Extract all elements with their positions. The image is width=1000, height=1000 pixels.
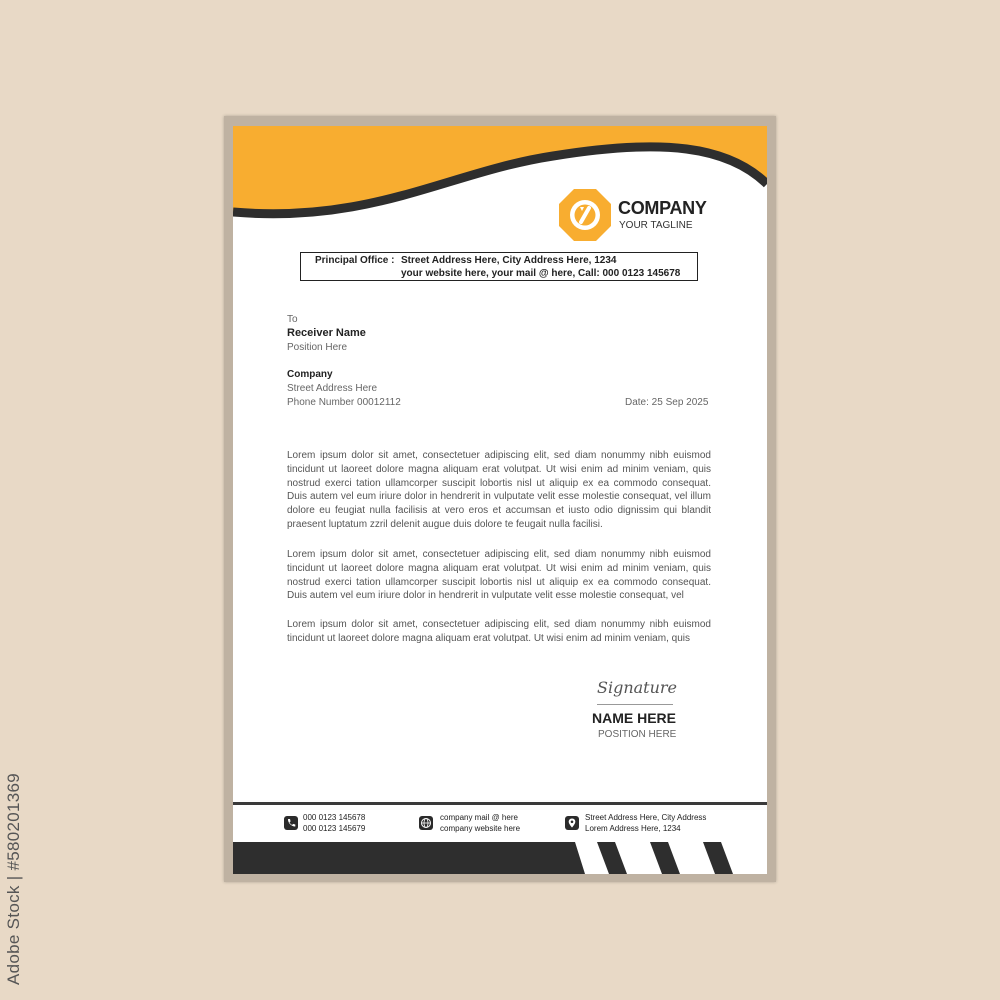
signature-script: Signature — [597, 678, 678, 697]
principal-office-box — [300, 252, 698, 281]
company-name: COMPANY — [618, 198, 707, 218]
receiver-phone: Phone Number 00012112 — [287, 397, 401, 408]
receiver-company: Company — [287, 369, 333, 380]
footer-phone-2: 000 0123 145679 — [303, 824, 366, 833]
footer-phone — [303, 812, 365, 834]
footer-mail: company mail @ here — [440, 813, 518, 822]
footer-phone-1: 000 0123 145678 — [303, 813, 366, 822]
signer-name: NAME HERE — [592, 710, 677, 726]
body-paragraph: Lorem ipsum dolor sit amet, consectetuer adipiscing elit, sed diam nonummy nibh euismod tincidunt ut laoreet dolore magna aliquam erat volutpat. Ut wisi enim ad minim veniam, quis nostrud exerci tation ullamcorper suscipit lobortis nisl ut aliquip ex ea commodo consequat. Duis autem vel eum iriure dolor in hendrerit in vulputate velit esse molestie consequat, vel illum dolore eu feugiat nulla facilisis at vero eros et accumsan et iusto odio dignissim qui blandit praesent luptatum zzril delenit augue duis dolore te feugait nulla facilisi. — [287, 450, 711, 530]
footer-address-2: Lorem Address Here, 1234 — [585, 824, 681, 833]
footer-divider — [233, 802, 767, 805]
office-label: Principal Office : — [315, 255, 395, 266]
office-contact-line: your website here, your mail @ here, Call: 000 0123 145678 — [401, 268, 681, 279]
footer-band — [233, 842, 767, 874]
footer-address — [585, 812, 706, 834]
footer-address-1: Street Address Here, City Address — [585, 813, 707, 822]
body-paragraph: Lorem ipsum dolor sit amet, consectetuer adipiscing elit, sed diam nonummy nibh euismod tincidunt ut laoreet dolore magna aliquam erat volutpat. Ut wisi enim ad minim veniam, quis nostrud exerci tation ullamcorper suscipit lobortis nisl ut aliquip ex ea commodo consequat. Duis autem vel eum iriure dolor in hendrerit in vulputate velit esse molestie consequat, vel — [287, 549, 711, 602]
company-tagline: YOUR TAGLINE — [619, 220, 693, 231]
letter-date: Date: 25 Sep 2025 — [625, 397, 709, 408]
footer-website: company website here — [440, 824, 521, 833]
receiver-street: Street Address Here — [287, 383, 378, 394]
to-label: To — [287, 314, 298, 325]
stock-id-watermark: Adobe Stock | #580201369 — [4, 772, 23, 985]
receiver-name: Receiver Name — [287, 327, 366, 339]
location-pin-icon — [565, 816, 579, 830]
footer-web — [440, 812, 520, 834]
office-address-line: Street Address Here, City Address Here, 1234 — [401, 255, 617, 266]
globe-icon — [419, 816, 433, 830]
receiver-position: Position Here — [287, 342, 348, 353]
body-paragraph: Lorem ipsum dolor sit amet, consectetuer adipiscing elit, sed diam nonummy nibh euismod tincidunt ut laoreet dolore magna aliquam erat volutpat. Ut wisi enim ad minim veniam, quis — [287, 619, 711, 644]
letterhead-sheet — [233, 126, 767, 874]
octagon-logo-icon — [558, 188, 612, 242]
signer-position: POSITION HERE — [598, 729, 677, 740]
phone-icon — [284, 816, 298, 830]
signature-line — [597, 704, 673, 705]
